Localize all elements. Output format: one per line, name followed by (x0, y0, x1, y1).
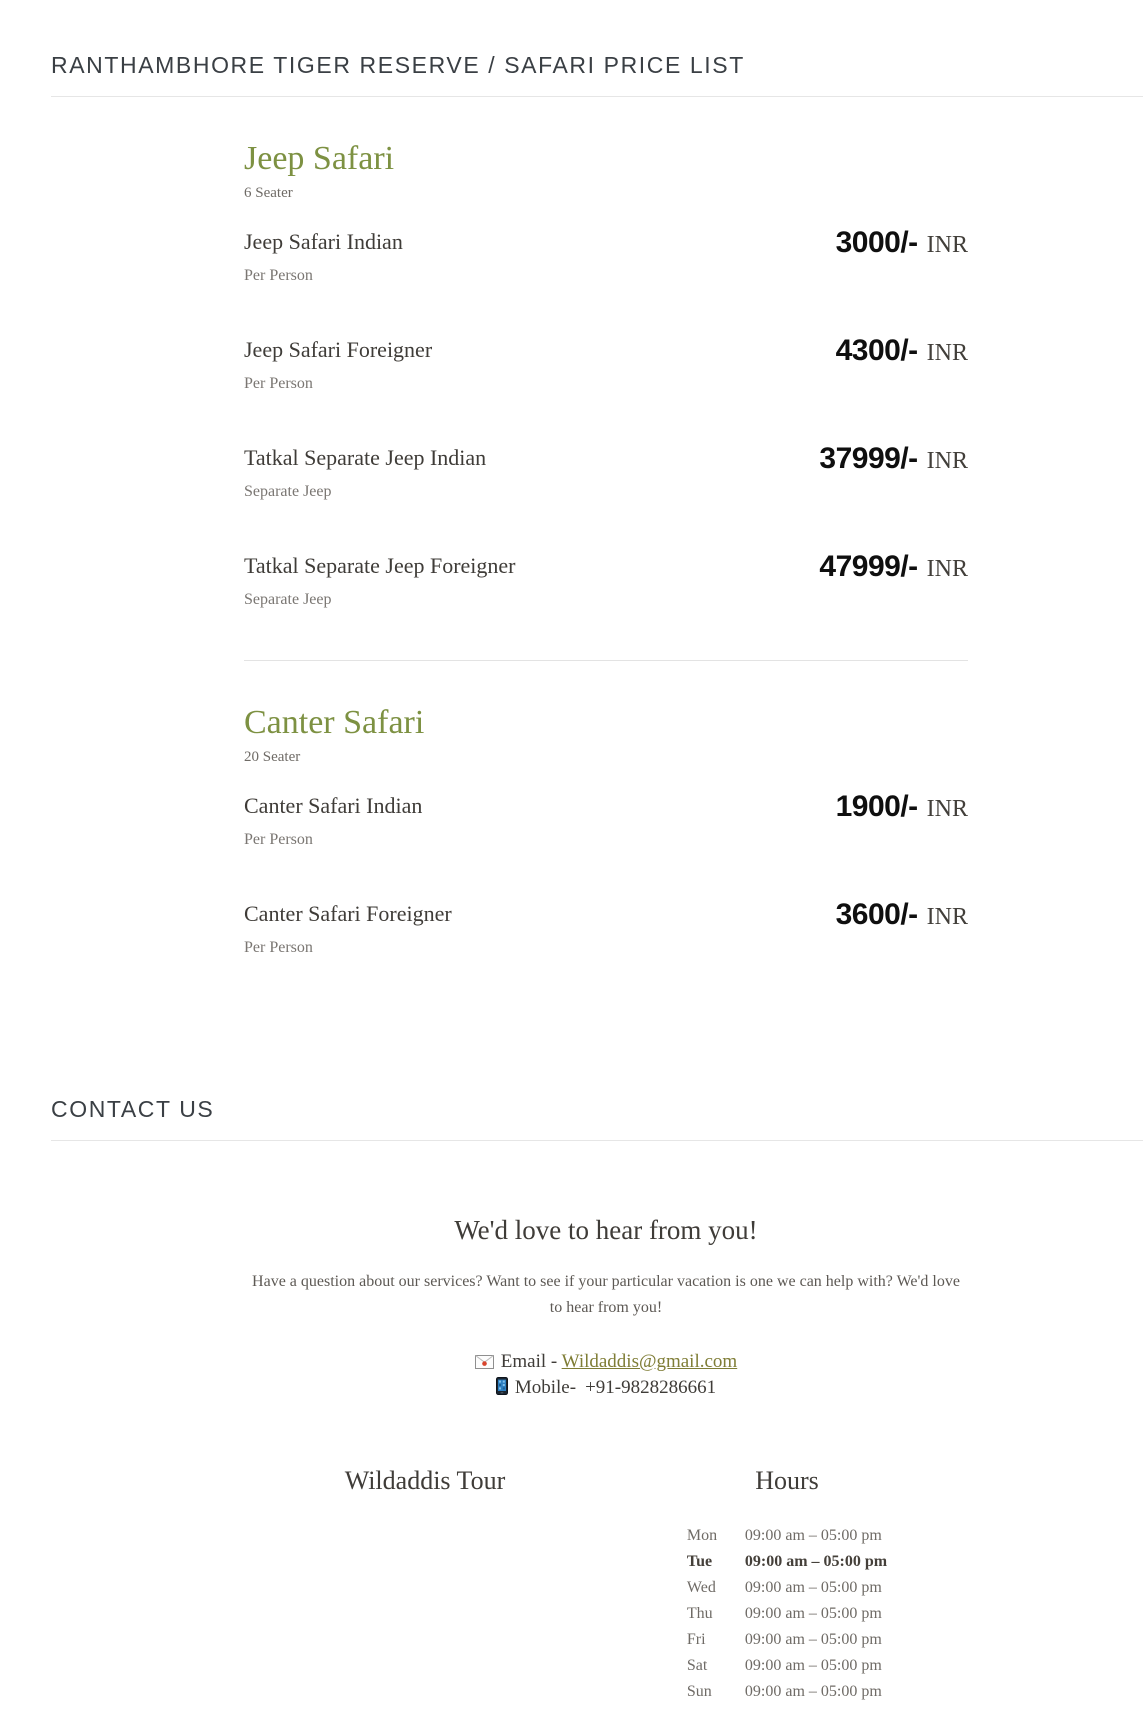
hours-time: 09:00 am – 05:00 pm (744, 1631, 882, 1648)
item-name: Canter Safari Indian (244, 793, 423, 818)
price-row (244, 792, 968, 850)
price-row (244, 336, 968, 394)
hours-time: 09:00 am – 05:00 pm (744, 1579, 882, 1596)
item-sub: Separate Jeep (244, 591, 332, 608)
price-amount: 3600/- (835, 898, 918, 931)
hours-day: Sun (686, 1683, 712, 1700)
contact-lines (244, 1351, 968, 1401)
hours-time: 09:00 am – 05:00 pm (744, 1605, 882, 1622)
email-label: Email - (500, 1351, 558, 1372)
contact-heading: We'd love to hear from you! (454, 1215, 758, 1245)
hours-time: 09:00 am – 05:00 pm (744, 1657, 882, 1674)
mobile-line (244, 1377, 968, 1401)
price-row (244, 228, 968, 286)
hours-day: Mon (686, 1527, 718, 1544)
hours-time: 09:00 am – 05:00 pm (744, 1683, 882, 1700)
item-sub: Per Person (244, 939, 313, 956)
price-amount: 47999/- (819, 550, 918, 583)
price-rows (244, 792, 968, 958)
company-name: Wildaddis Tour (344, 1466, 506, 1495)
price-row (244, 900, 968, 958)
hours-row (687, 1627, 887, 1653)
item-sub: Per Person (244, 267, 313, 284)
item-name: Jeep Safari Indian (244, 229, 403, 254)
price-currency: INR (926, 448, 968, 474)
price-list-content (244, 141, 968, 958)
hours-row (687, 1523, 887, 1549)
item-sub: Separate Jeep (244, 483, 332, 500)
contact-body-text: Have a question about our services? Want to see if your particular vacation is one we can help with? We'd love to hear from you! (252, 1273, 960, 1316)
contact-header (0, 1008, 1148, 1122)
hours-row-current-day (687, 1549, 887, 1575)
price-currency: INR (926, 796, 968, 822)
header-divider (51, 96, 1143, 97)
price-row-info (244, 552, 516, 610)
safari-group-subheading: 6 Seater (244, 185, 293, 201)
price-row-info (244, 900, 452, 958)
price-amount: 37999/- (819, 442, 918, 475)
footer-hours-column (606, 1465, 968, 1705)
item-price (836, 792, 968, 822)
email-line (244, 1351, 968, 1375)
price-currency: INR (926, 232, 968, 258)
item-name: Canter Safari Foreigner (244, 901, 452, 926)
item-name: Tatkal Separate Jeep Foreigner (244, 553, 516, 578)
price-row-info (244, 228, 403, 286)
smartphone-icon (496, 1377, 508, 1401)
hours-heading: Hours (755, 1466, 819, 1495)
item-price (836, 900, 968, 930)
hours-time: 09:00 am – 05:00 pm (744, 1527, 882, 1544)
page-title: RANTHAMBHORE TIGER RESERVE / SAFARI PRICE LIST (51, 52, 745, 78)
email-link[interactable]: Wildaddis@gmail.com (561, 1351, 738, 1372)
safari-group-heading: Jeep Safari (244, 140, 395, 177)
price-currency: INR (926, 340, 968, 366)
item-sub: Per Person (244, 375, 313, 392)
price-row (244, 444, 968, 502)
footer-columns (244, 1465, 968, 1705)
hours-row (687, 1601, 887, 1627)
mobile-number: +91-9828286661 (585, 1377, 717, 1398)
item-price (836, 336, 968, 366)
section-divider (244, 660, 968, 661)
item-price (819, 444, 968, 474)
contact-divider (51, 1140, 1143, 1141)
hours-day: Sat (686, 1657, 708, 1674)
hours-day: Tue (686, 1553, 713, 1570)
price-row-info (244, 792, 422, 850)
item-price (836, 228, 968, 258)
hours-day: Wed (686, 1579, 716, 1596)
hours-row (687, 1653, 887, 1679)
price-row-info (244, 336, 432, 394)
price-currency: INR (926, 904, 968, 930)
footer-company-column (244, 1465, 606, 1705)
price-row-info (244, 444, 486, 502)
price-list-header (0, 0, 1148, 78)
price-row (244, 552, 968, 610)
contact-title: CONTACT US (51, 1096, 215, 1122)
mobile-label: Mobile- (514, 1377, 577, 1398)
contact-content (244, 1213, 968, 1705)
safari-group-canter (244, 705, 968, 958)
safari-group-heading: Canter Safari (244, 704, 425, 741)
hours-row (687, 1575, 887, 1601)
hours-day: Fri (686, 1631, 706, 1648)
item-name: Jeep Safari Foreigner (244, 337, 433, 362)
item-price (819, 552, 968, 582)
price-amount: 1900/- (835, 790, 918, 823)
price-amount: 4300/- (835, 334, 918, 367)
hours-table (687, 1523, 887, 1705)
safari-group-jeep (244, 141, 968, 610)
price-rows (244, 228, 968, 610)
hours-row (687, 1679, 887, 1705)
item-sub: Per Person (244, 831, 313, 848)
hours-time: 09:00 am – 05:00 pm (744, 1553, 888, 1570)
hours-day: Thu (686, 1605, 713, 1622)
safari-group-subheading: 20 Seater (244, 749, 301, 765)
price-amount: 3000/- (835, 226, 918, 259)
price-currency: INR (926, 556, 968, 582)
item-name: Tatkal Separate Jeep Indian (244, 445, 487, 470)
envelope-icon (475, 1353, 494, 1375)
